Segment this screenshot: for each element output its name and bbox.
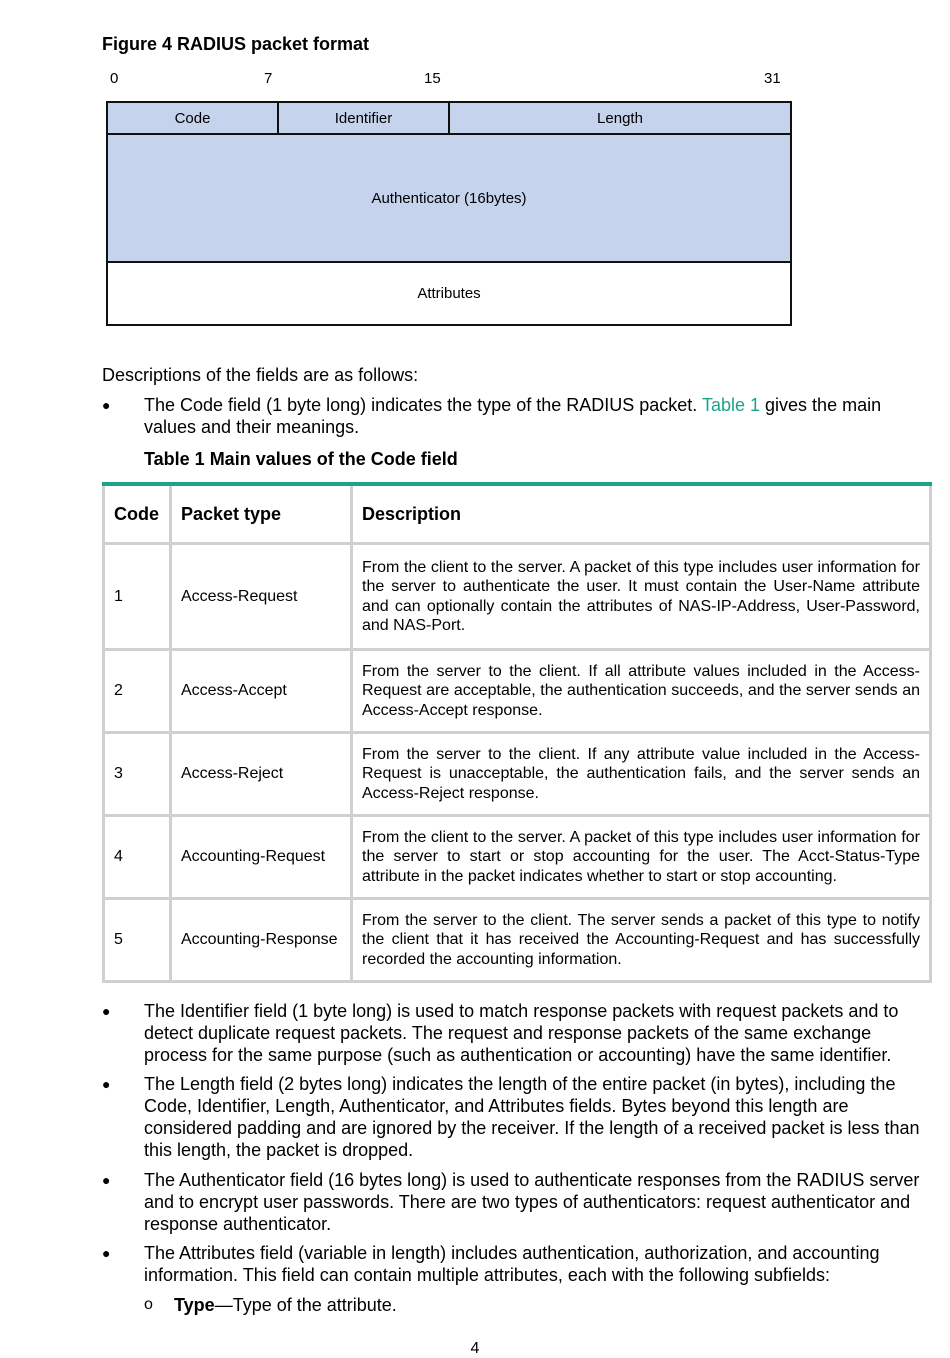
bullet-attributes-text: The Attributes field (variable in length) includes authentication, authorization, and accounting information. This field can contain multiple attributes, each with the following subfields: bbox=[144, 1243, 880, 1285]
bullet-dot-icon: ● bbox=[102, 397, 111, 413]
cell-description: From the server to the client. The server sends a packet of this type to notify the client that it has received the Accounting-Request and has successfully recorded the accounting information. bbox=[352, 899, 931, 982]
cell-packet-type: Access-Request bbox=[171, 544, 352, 650]
field-length-label: Length bbox=[597, 109, 643, 127]
field-authenticator bbox=[106, 133, 792, 263]
cell-packet-type: Access-Accept bbox=[171, 650, 352, 733]
field-authenticator-label: Authenticator (16bytes) bbox=[371, 189, 527, 207]
bullet-authenticator-field bbox=[102, 1169, 932, 1235]
table-row bbox=[104, 733, 931, 816]
cell-code: 2 bbox=[104, 650, 171, 733]
intro-paragraph: Descriptions of the fields are as follows: bbox=[102, 365, 419, 385]
field-code bbox=[106, 101, 279, 135]
bullet-dot-icon: ● bbox=[102, 1172, 111, 1188]
bullet-length-field bbox=[102, 1073, 932, 1161]
circle-bullet-icon: o bbox=[144, 1296, 153, 1313]
bullet-code-text bbox=[144, 394, 932, 438]
cell-description: From the server to the client. If all attribute values included in the Access-Request are acceptable, the authentication succeeds, and the server sends an Access-Accept response. bbox=[352, 650, 931, 733]
bullet-identifier-field bbox=[102, 1000, 932, 1066]
bullet-authenticator-text: The Authenticator field (16 bytes long) is used to authenticate responses from the RADIUS server and to encrypt user passwords. There are two types of authenticators: request authenticator and response authenticator. bbox=[144, 1170, 920, 1234]
sub-bullet-type bbox=[144, 1294, 844, 1316]
sub-bullet-term: Type bbox=[174, 1295, 215, 1315]
header-code: Code bbox=[104, 484, 171, 544]
table-header-row bbox=[104, 484, 931, 544]
table-row bbox=[104, 650, 931, 733]
field-code-label: Code bbox=[174, 109, 211, 127]
cell-code: 4 bbox=[104, 816, 171, 899]
cell-code: 1 bbox=[104, 544, 171, 650]
cell-description: From the client to the server. A packet of this type includes user information for the server to start or stop accounting for the user. The Acct-Status-Type attribute in the packet indicates whether to start or stop accounting. bbox=[352, 816, 931, 899]
field-attributes bbox=[106, 261, 792, 326]
page-number: 4 bbox=[470, 1340, 480, 1357]
header-description: Description bbox=[352, 484, 931, 544]
field-identifier-label: Identifier bbox=[334, 109, 393, 127]
bullet-code-after: gives the main values and their meanings. bbox=[144, 395, 882, 437]
cell-packet-type: Access-Reject bbox=[171, 733, 352, 816]
bullet-code-field bbox=[102, 394, 932, 438]
header-packet-type: Packet type bbox=[171, 484, 352, 544]
sub-bullet-text bbox=[174, 1294, 397, 1316]
sub-bullet-rest: —Type of the attribute. bbox=[214, 1295, 397, 1315]
cell-packet-type: Accounting-Request bbox=[171, 816, 352, 899]
cell-code: 5 bbox=[104, 899, 171, 982]
bullet-attributes-field bbox=[102, 1242, 932, 1286]
bullet-code-before: The Code field (1 byte long) indicates the type of the RADIUS packet. bbox=[144, 395, 702, 415]
field-attributes-label: Attributes bbox=[417, 285, 481, 302]
bullet-length-text: The Length field (2 bytes long) indicates the length of the entire packet (in bytes), including the Code, Identifier, Length, Authenticator, and Attributes fields. Bytes beyond this length are considered padding and are ignored by the receiver. If the length of a received packet is less than this length, the packet is dropped. bbox=[144, 1074, 920, 1160]
bullet-dot-icon: ● bbox=[102, 1003, 111, 1019]
bullet-dot-icon: ● bbox=[102, 1076, 111, 1092]
table-1-link[interactable]: Table 1 bbox=[701, 395, 761, 415]
bullet-dot-icon: ● bbox=[102, 1245, 111, 1261]
cell-code: 3 bbox=[104, 733, 171, 816]
table-row bbox=[104, 816, 931, 899]
bullet-identifier-text: The Identifier field (1 byte long) is used to match response packets with request packets and to detect duplicate request packets. The request and response packets of the same exchange process for the same purpose (such as authentication or accounting) have the same identifier. bbox=[144, 1001, 899, 1065]
figure-title: Figure 4 RADIUS packet format bbox=[102, 34, 370, 54]
cell-packet-type: Accounting-Response bbox=[171, 899, 352, 982]
bit-label-0: 0 bbox=[110, 70, 119, 87]
table-row bbox=[104, 899, 931, 982]
bit-label-7: 7 bbox=[264, 70, 273, 87]
cell-description: From the server to the client. If any attribute value included in the Access-Request is unacceptable, the authentication fails, and the server sends an Access-Reject response. bbox=[352, 733, 931, 816]
code-values-table bbox=[102, 482, 932, 983]
field-identifier bbox=[277, 101, 450, 135]
table-title: Table 1 Main values of the Code field bbox=[144, 449, 458, 469]
field-length bbox=[448, 101, 792, 135]
cell-description: From the client to the server. A packet of this type includes user information for the server to authenticate the user. It must contain the User-Name attribute and can optionally contain the attributes of NAS-IP-Address, User-Password, and NAS-Port. bbox=[352, 544, 931, 650]
bit-label-15: 15 bbox=[424, 70, 441, 87]
bit-label-31: 31 bbox=[764, 70, 781, 87]
table-row bbox=[104, 544, 931, 650]
